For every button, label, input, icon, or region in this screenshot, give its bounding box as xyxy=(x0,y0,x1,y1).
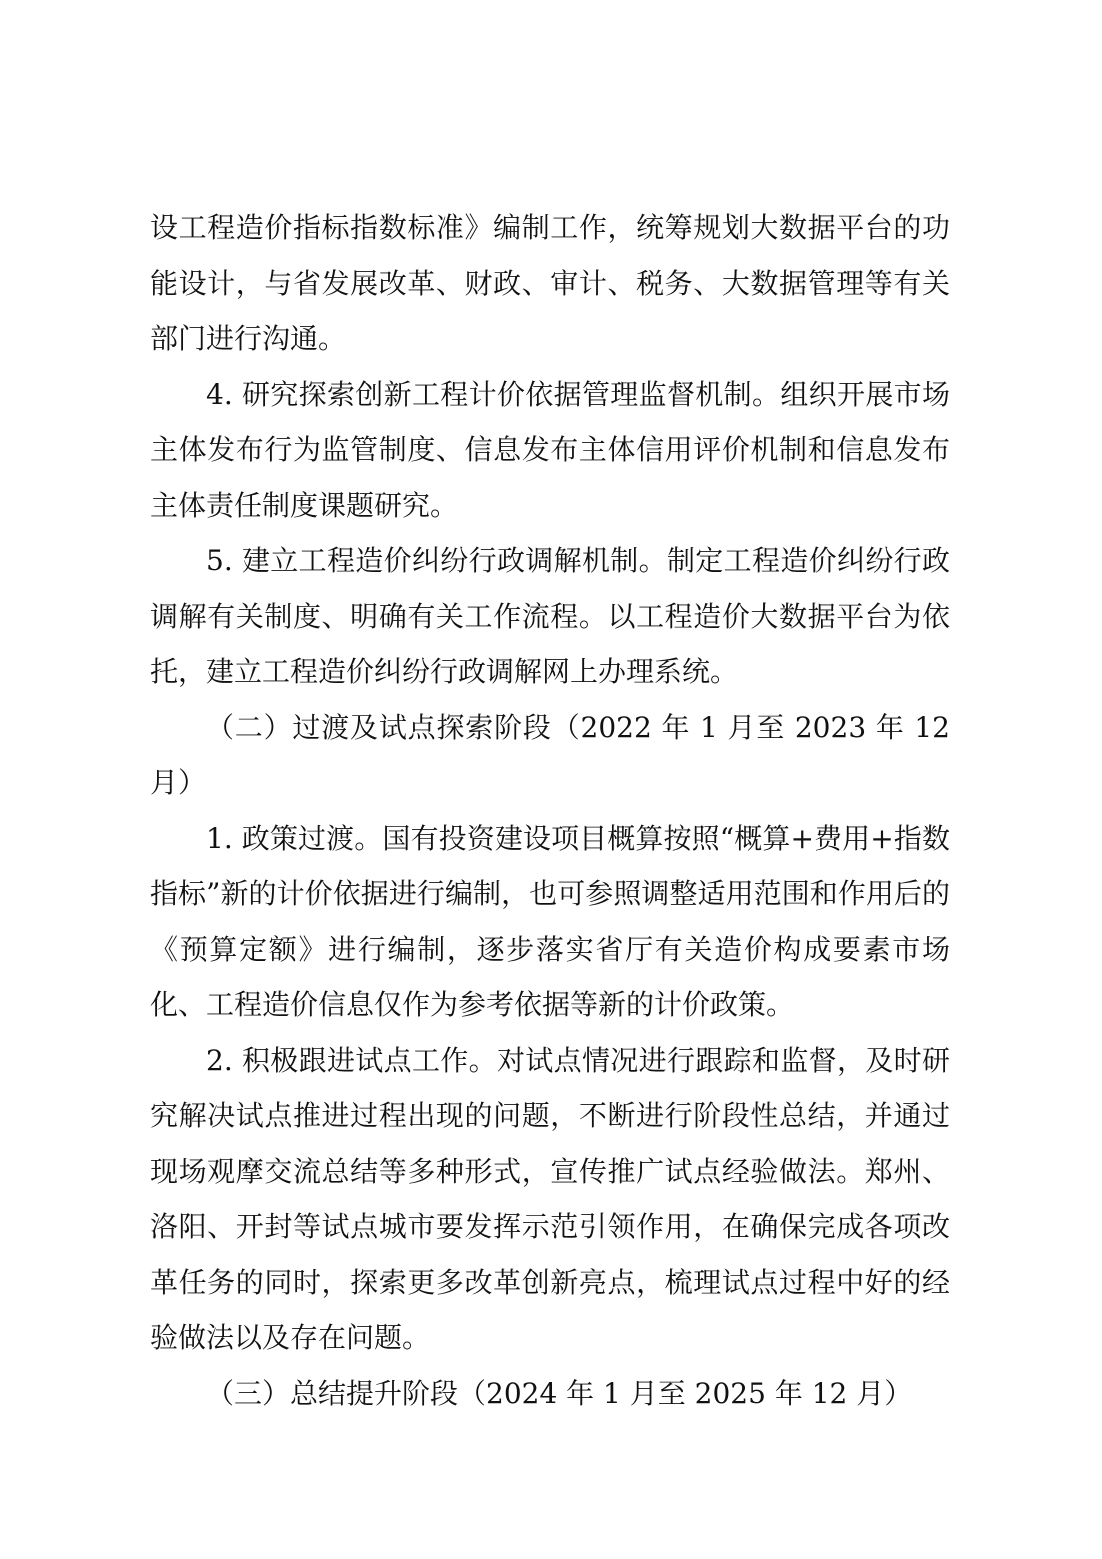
paragraph-pilot-work: 2. 积极跟进试点工作。对试点情况进行跟踪和监督，及时研究解决试点推进过程出现的问题，不断进行阶段性总结，并通过现场观摩交流总结等多种形式，宣传推广试点经验做法。郑州、洛阳、开封等试点城市要发挥示范引领作用，在确保完成各项改革任务的同时，探索更多改革创新亮点，梳理试点过程中好的经验做法以及存在问题。 xyxy=(150,1043,950,1354)
paragraph-continuation: 设工程造价指标指数标准》编制工作，统筹规划大数据平台的功能设计，与省发展改革、财政、审计、税务、大数据管理等有关部门进行沟通。 xyxy=(150,211,950,355)
paragraph-item-5: 5. 建立工程造价纠纷行政调解机制。制定工程造价纠纷行政调解有关制度、明确有关工作流程。以工程造价大数据平台为依托，建立工程造价纠纷行政调解网上办理系统。 xyxy=(150,544,950,688)
section-heading-3: （三）总结提升阶段（2024 年 1 月至 2025 年 12 月） xyxy=(206,1376,913,1410)
document-body xyxy=(150,200,950,1421)
paragraph-item-4: 4. 研究探索创新工程计价依据管理监督机制。组织开展市场主体发布行为监管制度、信息发布主体信用评价机制和信息发布主体责任制度课题研究。 xyxy=(150,377,950,522)
paragraph-policy-transition: 1. 政策过渡。国有投资建设项目概算按照“概算+费用+指数指标”新的计价依据进行编制，也可参照调整适用范围和作用后的《预算定额》进行编制，逐步落实省厅有关造价构成要素市场化、工程造价信息仅作为参考依据等新的计价政策。 xyxy=(150,821,950,1021)
section-heading-2: （二）过渡及试点探索阶段（2022 年 1 月至 2023 年 12 月） xyxy=(150,710,950,799)
